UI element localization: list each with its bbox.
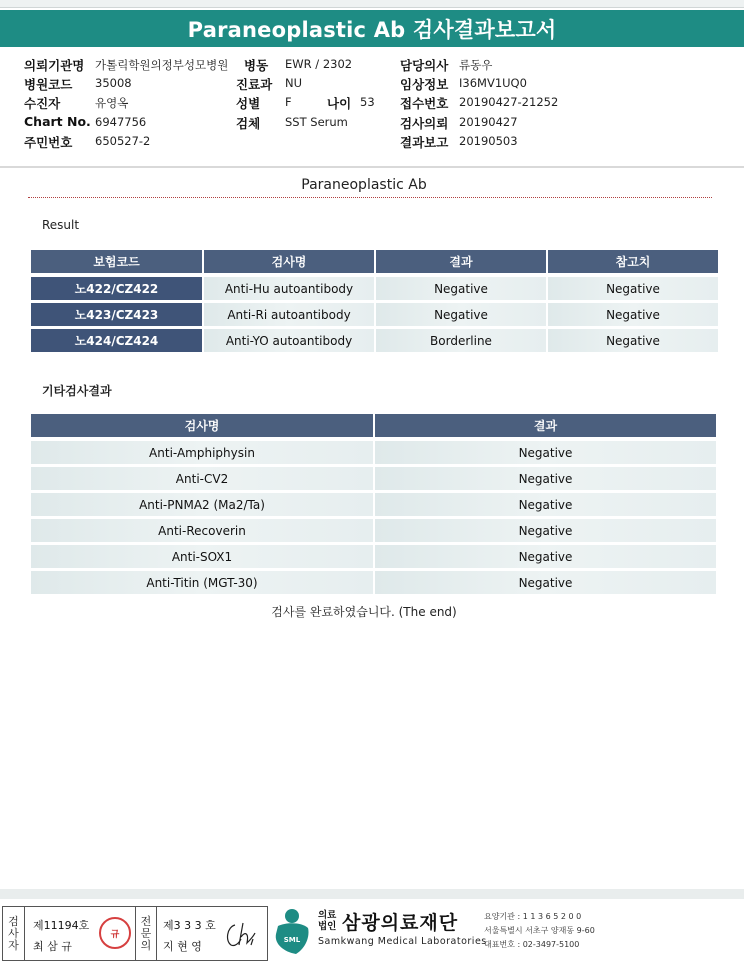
- specialist-signature: [221, 919, 261, 951]
- header-divider: [0, 166, 744, 168]
- footer-separator: [0, 889, 744, 899]
- result-row-2-test: Anti-Ri autoantibody: [204, 303, 374, 326]
- result-header-reference: 참고치: [548, 250, 718, 273]
- age-value: 53: [360, 95, 375, 109]
- patient-value: 유영옥: [95, 96, 129, 110]
- inspector-license-no: 제11194호: [33, 919, 90, 932]
- hospital-code-value: 35008: [95, 76, 132, 90]
- org-code: 요양기관 : 1 1 3 6 5 2 0 0: [484, 912, 582, 921]
- result-header-test: 검사명: [204, 250, 374, 273]
- dept-label: 진료과: [236, 77, 273, 92]
- result-row-1-test: Anti-Hu autoantibody: [204, 277, 374, 300]
- other-row-2-result: Negative: [375, 467, 716, 490]
- receipt-value: 20190427-21252: [459, 95, 559, 109]
- inspector-name: 최 삼 규: [33, 940, 72, 953]
- other-row-5-result: Negative: [375, 545, 716, 568]
- result-header-code: 보험코드: [31, 250, 202, 273]
- result-row-1-result: Negative: [376, 277, 546, 300]
- other-row-5-test: Anti-SOX1: [31, 545, 373, 568]
- specialist-name: 지 현 영: [163, 940, 202, 953]
- org-contact-info: [484, 910, 595, 952]
- sex-label: 성별: [236, 96, 261, 111]
- specialist-vertical-label: 전 문 의: [135, 907, 157, 960]
- result-row-2-code: 노423/CZ423: [31, 303, 202, 326]
- other-row-2-test: Anti-CV2: [31, 467, 373, 490]
- other-results-label: 기타검사결과: [42, 384, 112, 398]
- result-header-result: 결과: [376, 250, 546, 273]
- age-label: 나이: [327, 96, 352, 111]
- org-type: 의료 법인: [318, 910, 337, 932]
- org-phone: 대표번호 : 02-3497-5100: [484, 940, 580, 949]
- other-row-4-test: Anti-Recoverin: [31, 519, 373, 542]
- other-row-3-test: Anti-PNMA2 (Ma2/Ta): [31, 493, 373, 516]
- report-date-label: 결과보고: [400, 135, 449, 150]
- specimen-label: 검체: [236, 116, 261, 131]
- inspector-seal: 규: [99, 917, 131, 949]
- report-title: Paraneoplastic Ab 검사결과보고서: [0, 10, 744, 47]
- result-row-3-code: 노424/CZ424: [31, 329, 202, 352]
- institution-value: 가톨릭학원의정부성모병원: [95, 58, 229, 72]
- org-name: 삼광의료재단: [342, 912, 459, 934]
- section-divider: [28, 197, 712, 198]
- org-english-name: Samkwang Medical Laboratories: [318, 936, 487, 947]
- clinical-label: 임상정보: [400, 77, 449, 92]
- other-row-6-result: Negative: [375, 571, 716, 594]
- signature-box: [2, 906, 268, 961]
- other-header-result: 결과: [375, 414, 716, 437]
- patient-label: 수진자: [24, 96, 61, 111]
- result-row-2-reference: Negative: [548, 303, 718, 326]
- id-value: 650527-2: [95, 134, 151, 148]
- receipt-label: 접수번호: [400, 96, 449, 111]
- specimen-value: SST Serum: [285, 115, 348, 129]
- clinical-value: I36MV1UQ0: [459, 76, 527, 90]
- result-row-3-test: Anti-YO autoantibody: [204, 329, 374, 352]
- dept-value: NU: [285, 76, 303, 90]
- top-strip: [0, 0, 744, 8]
- other-row-1-test: Anti-Amphiphysin: [31, 441, 373, 464]
- doctor-label: 담당의사: [400, 58, 449, 73]
- request-value: 20190427: [459, 115, 518, 129]
- other-header-test: 검사명: [31, 414, 373, 437]
- result-row-2-result: Negative: [376, 303, 546, 326]
- other-row-6-test: Anti-Titin (MGT-30): [31, 571, 373, 594]
- institution-label: 의뢰기관명: [24, 58, 85, 73]
- result-row-1-code: 노422/CZ422: [31, 277, 202, 300]
- result-row-3-reference: Negative: [548, 329, 718, 352]
- result-row-1-reference: Negative: [548, 277, 718, 300]
- doctor-value: 류동우: [459, 58, 493, 72]
- specialist-license-no: 제3 3 3 호: [163, 919, 216, 932]
- hospital-code-label: 병원코드: [24, 77, 73, 92]
- other-row-4-result: Negative: [375, 519, 716, 542]
- ward-value: EWR / 2302: [285, 57, 353, 71]
- other-row-1-result: Negative: [375, 441, 716, 464]
- other-row-3-result: Negative: [375, 493, 716, 516]
- id-label: 주민번호: [24, 135, 73, 150]
- result-label: Result: [42, 218, 80, 232]
- section-title: Paraneoplastic Ab: [301, 177, 427, 193]
- sex-value: F: [285, 95, 292, 109]
- report-date-value: 20190503: [459, 134, 518, 148]
- request-label: 검사의뢰: [400, 116, 449, 131]
- lab-logo-block: [272, 906, 742, 964]
- end-text: 검사를 완료하였습니다. (The end): [271, 605, 457, 619]
- patient-info-block: [0, 53, 744, 165]
- ward-label: 병동: [244, 58, 269, 73]
- org-address: 서울특별시 서초구 양재동 9-60: [484, 926, 595, 935]
- chart-label: Chart No.: [24, 114, 91, 129]
- chart-value: 6947756: [95, 115, 147, 129]
- inspector-vertical-label: 검 사 자: [3, 907, 25, 960]
- lab-logo-icon: [272, 908, 312, 956]
- svg-text:SML: SML: [283, 936, 301, 944]
- result-row-3-result: Borderline: [376, 329, 546, 352]
